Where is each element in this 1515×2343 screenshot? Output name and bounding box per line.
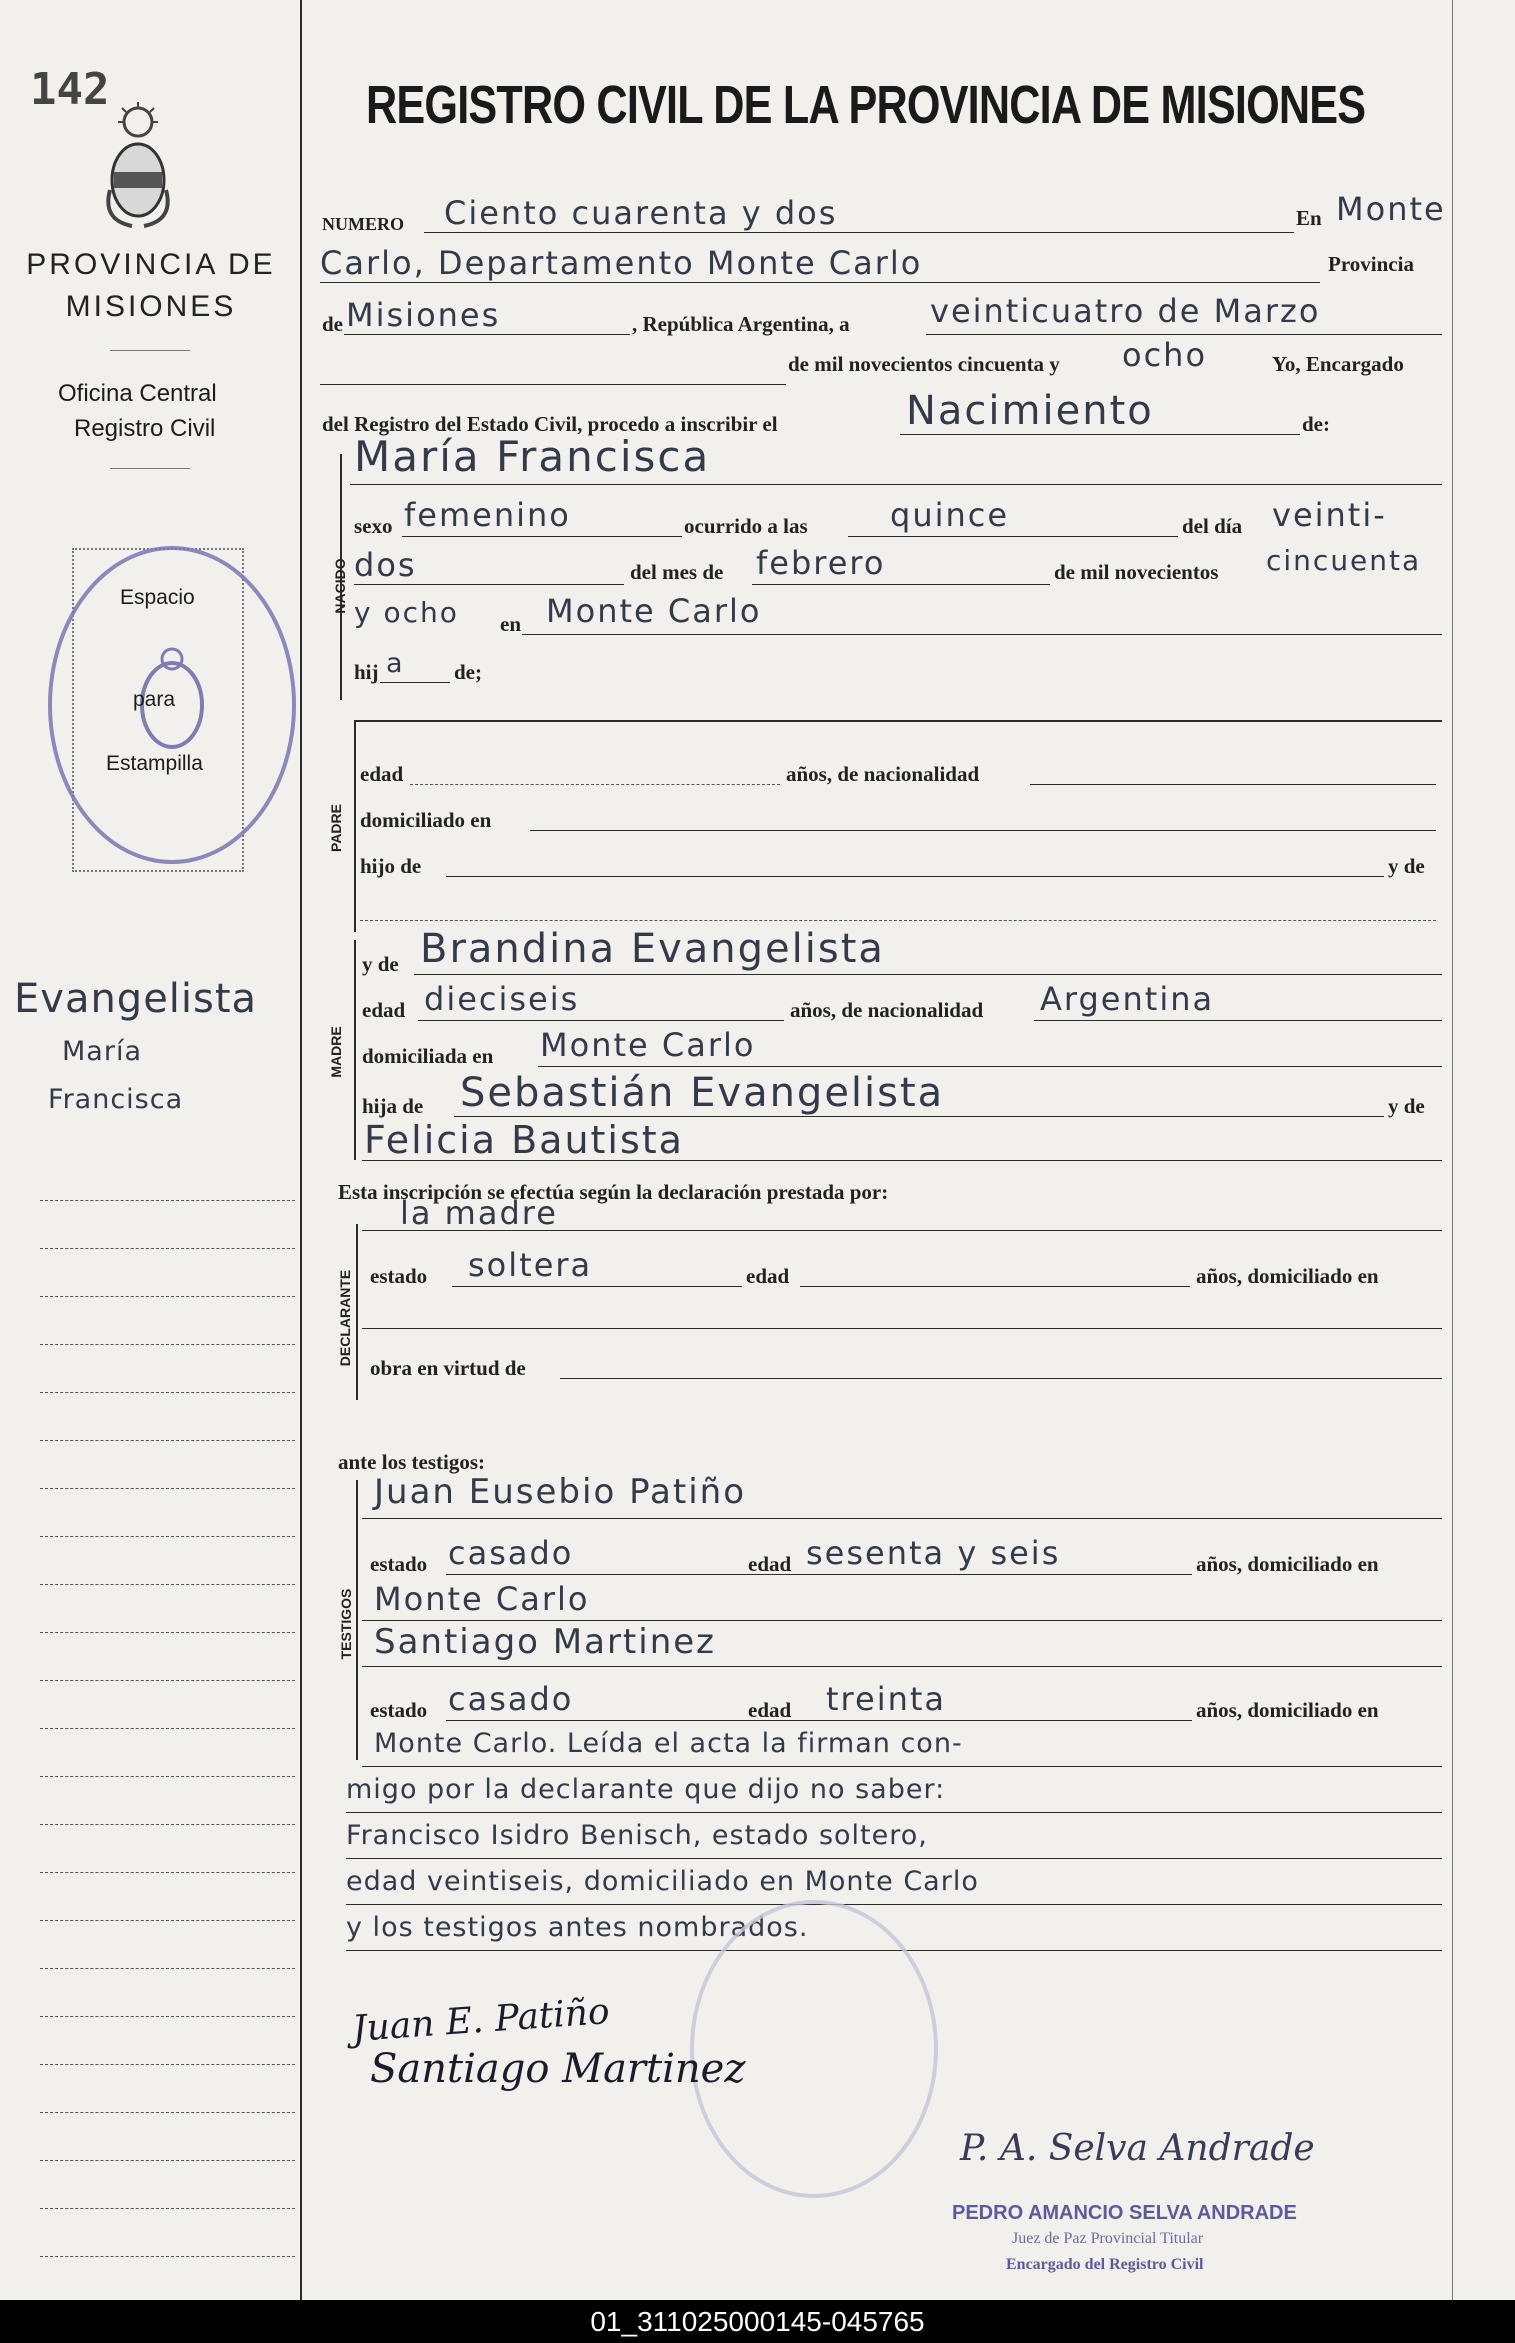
label-obra: obra en virtud de — [370, 1356, 526, 1380]
margin-note-surname: Evangelista — [14, 976, 258, 1022]
section-declarante: DECLARANTE — [337, 1269, 353, 1367]
label-padre-domicilio: domiciliado en — [360, 808, 492, 832]
stamp-box-line-3: Estampilla — [106, 752, 203, 775]
value-anio: ocho — [1122, 336, 1208, 374]
value-nombre: María Francisca — [354, 432, 711, 481]
value-dia-1: veinti- — [1272, 496, 1387, 534]
rule — [320, 282, 1320, 283]
stamp-box-line-1: Espacio — [120, 586, 195, 609]
closing-line-3: Francisco Isidro Benisch, estado soltero, — [346, 1820, 928, 1851]
label-del-dia: del día — [1182, 514, 1243, 538]
rule — [362, 1666, 1442, 1667]
rule — [446, 1574, 1192, 1575]
value-mes: febrero — [756, 544, 886, 582]
label-y-de-madre: y de — [362, 952, 399, 976]
rule — [362, 1328, 1442, 1329]
value-lugar-nac: Monte Carlo — [546, 592, 762, 630]
document-title: REGISTRO CIVIL DE LA PROVINCIA DE MISIONES — [366, 75, 1366, 135]
rule — [344, 334, 630, 335]
label-ocurrido: ocurrido a las — [684, 514, 808, 538]
value-en-place: Monte — [1336, 190, 1446, 228]
value-fecha: veinticuatro de Marzo — [930, 292, 1321, 330]
image-id-footer: 01_311025000145-045765 — [0, 2300, 1515, 2343]
label-testigo2-dom: años, domiciliado en — [1196, 1698, 1379, 1722]
coat-of-arms-icon — [102, 100, 174, 230]
label-del-registro: del Registro del Estado Civil, procedo a inscribir el — [322, 412, 778, 436]
value-testigo1-edad: sesenta y seis — [806, 1534, 1061, 1572]
label-en: En — [1296, 206, 1322, 230]
rule — [346, 1812, 1442, 1813]
value-madre-dom: Monte Carlo — [540, 1026, 756, 1064]
margin-rule — [300, 0, 302, 2300]
value-testigo-2: Santiago Martinez — [374, 1622, 717, 1662]
value-tipo: Nacimiento — [906, 388, 1154, 434]
officer-stamp-role-1: Juez de Paz Provincial Titular — [1012, 2230, 1204, 2247]
section-madre: MADRE — [328, 1026, 344, 1078]
value-numero: Ciento cuarenta y dos — [444, 194, 838, 232]
section-padre: PADRE — [328, 804, 344, 852]
rule — [560, 1378, 1442, 1379]
rule — [418, 1020, 784, 1021]
label-de-mil: de mil novecientos cincuenta y — [788, 352, 1060, 376]
label-testigo2-estado: estado — [370, 1698, 428, 1722]
label-testigo2-edad: edad — [748, 1698, 792, 1722]
label-padre-hijo-de: hijo de — [360, 854, 422, 878]
rule — [752, 584, 1050, 585]
label-declarante-estado: estado — [370, 1264, 428, 1288]
rule — [446, 876, 1384, 877]
office-line-1: Oficina Central — [58, 380, 217, 407]
label-madre-y-de: y de — [1388, 1094, 1425, 1118]
rule — [848, 536, 1178, 537]
officer-stamp-role-2: Encargado del Registro Civil — [1006, 2256, 1204, 2273]
divider — [110, 350, 190, 351]
rule — [360, 920, 1436, 921]
rule — [1034, 1020, 1442, 1021]
province-text: PROVINCIA DE MISIONES — [26, 248, 276, 323]
label-madre-domicilio: domiciliada en — [362, 1044, 494, 1068]
rule — [350, 484, 1442, 485]
office-line-2: Registro Civil — [74, 415, 216, 442]
label-madre-nacionalidad: años, de nacionalidad — [790, 998, 984, 1022]
rule — [362, 1518, 1442, 1519]
value-hij: a — [386, 648, 404, 679]
margin-note-name-1: María — [62, 1036, 142, 1067]
value-testigo1-estado: casado — [448, 1534, 574, 1572]
closing-line-1: Monte Carlo. Leída el acta la firman con- — [374, 1728, 963, 1759]
label-padre-y-de: y de — [1388, 854, 1425, 878]
label-madre-edad: edad — [362, 998, 406, 1022]
rule — [530, 830, 1436, 831]
signature-2 — [370, 2046, 745, 2092]
value-testigo1-dom: Monte Carlo — [374, 1580, 590, 1618]
label-de-mil-nov: de mil novecientos — [1054, 560, 1219, 584]
label-provincia: Provincia — [1328, 252, 1414, 276]
label-en-nac: en — [500, 612, 521, 636]
signature-1 — [351, 1991, 611, 2050]
value-en-place-2: Carlo, Departamento Monte Carlo — [320, 244, 923, 282]
signature-3-text: P. A. Selva Andrade — [960, 2128, 1315, 2169]
rule — [414, 974, 1442, 975]
value-madre-madre: Felicia Bautista — [364, 1118, 684, 1162]
right-edge-rule — [1452, 0, 1453, 2300]
rule — [380, 682, 450, 683]
label-declarante-dom: años, domiciliado en — [1196, 1264, 1379, 1288]
margin-note-name-2: Francisca — [48, 1084, 184, 1115]
value-sexo: femenino — [404, 496, 571, 534]
label-de-colon: de: — [1302, 412, 1330, 436]
signature-1-text: Juan E. Patiño — [350, 1991, 611, 2050]
label-de: de — [322, 312, 343, 336]
label-yo-encargado: Yo, Encargado — [1272, 352, 1404, 376]
rule — [410, 784, 780, 785]
value-hora: quince — [890, 496, 1010, 534]
closing-line-4: edad veintiseis, domiciliado en Monte Carlo — [346, 1866, 979, 1897]
value-testigo2-estado: casado — [448, 1680, 574, 1718]
value-provincia: Misiones — [346, 296, 501, 334]
value-testigo-1: Juan Eusebio Patiño — [374, 1472, 747, 1512]
label-declarante-edad: edad — [746, 1264, 790, 1288]
rule — [452, 1286, 742, 1287]
rule — [522, 634, 1442, 635]
padre-box — [354, 720, 1442, 932]
value-madre-nombre: Brandina Evangelista — [420, 926, 885, 972]
signature-2-text: Santiago Martinez — [370, 2046, 746, 2092]
label-testigos: ante los testigos: — [338, 1450, 485, 1474]
label-madre-hija-de: hija de — [362, 1094, 424, 1118]
rule — [362, 1766, 1442, 1767]
rule — [346, 1904, 1442, 1905]
section-testigos: TESTIGOS — [338, 1588, 354, 1660]
page-number: 142 — [30, 64, 110, 115]
rule — [538, 1066, 1442, 1067]
closing-line-2: migo por la declarante que dijo no saber: — [346, 1774, 946, 1805]
rule — [800, 1286, 1190, 1287]
label-numero: NUMERO — [322, 214, 404, 234]
label-declaracion: Esta inscripción se efectúa según la declaración prestada por: — [338, 1180, 889, 1204]
label-del-mes: del mes de — [630, 560, 724, 584]
rule — [362, 1230, 1442, 1231]
rule — [926, 334, 1442, 335]
value-madre-nac: Argentina — [1040, 980, 1215, 1018]
label-padre-edad: edad — [360, 762, 404, 786]
officer-stamp-name: PEDRO AMANCIO SELVA ANDRADE — [952, 2202, 1297, 2224]
section-nacido: NACIDO — [332, 558, 348, 614]
rule — [346, 1858, 1442, 1859]
label-testigo1-estado: estado — [370, 1552, 428, 1576]
label-hij: hij — [354, 660, 379, 684]
rule — [402, 536, 682, 537]
label-padre-nacionalidad: años, de nacionalidad — [786, 762, 980, 786]
value-declarante-estado: soltera — [468, 1246, 593, 1284]
closing-line-5: y los testigos antes nombrados. — [346, 1912, 809, 1943]
value-testigo2-edad: treinta — [826, 1680, 947, 1718]
value-anio-nac-1: cincuenta — [1266, 544, 1422, 577]
rule — [424, 232, 1294, 233]
signature-3 — [960, 2128, 1315, 2169]
divider — [110, 468, 190, 469]
rule — [320, 384, 786, 385]
rule — [900, 434, 1300, 435]
rule — [454, 1116, 1384, 1117]
value-madre-edad: dieciseis — [424, 980, 580, 1018]
value-madre-padre: Sebastián Evangelista — [460, 1070, 945, 1116]
value-anio-nac-2: y ocho — [354, 596, 459, 629]
rule — [362, 1620, 1442, 1621]
value-declarante: la madre — [400, 1194, 558, 1232]
rule — [446, 1720, 1192, 1721]
province-heading — [10, 244, 292, 328]
rule — [354, 584, 624, 585]
label-testigo1-dom: años, domiciliado en — [1196, 1552, 1379, 1576]
rule — [362, 1160, 1442, 1161]
label-testigo1-edad: edad — [748, 1552, 792, 1576]
label-de-semi: de; — [454, 660, 482, 684]
label-sexo: sexo — [354, 514, 393, 538]
stamp-box-line-2: para — [133, 688, 176, 711]
rule — [1030, 784, 1436, 785]
label-republica: , República Argentina, a — [632, 312, 850, 336]
value-dia-2: dos — [354, 546, 417, 584]
